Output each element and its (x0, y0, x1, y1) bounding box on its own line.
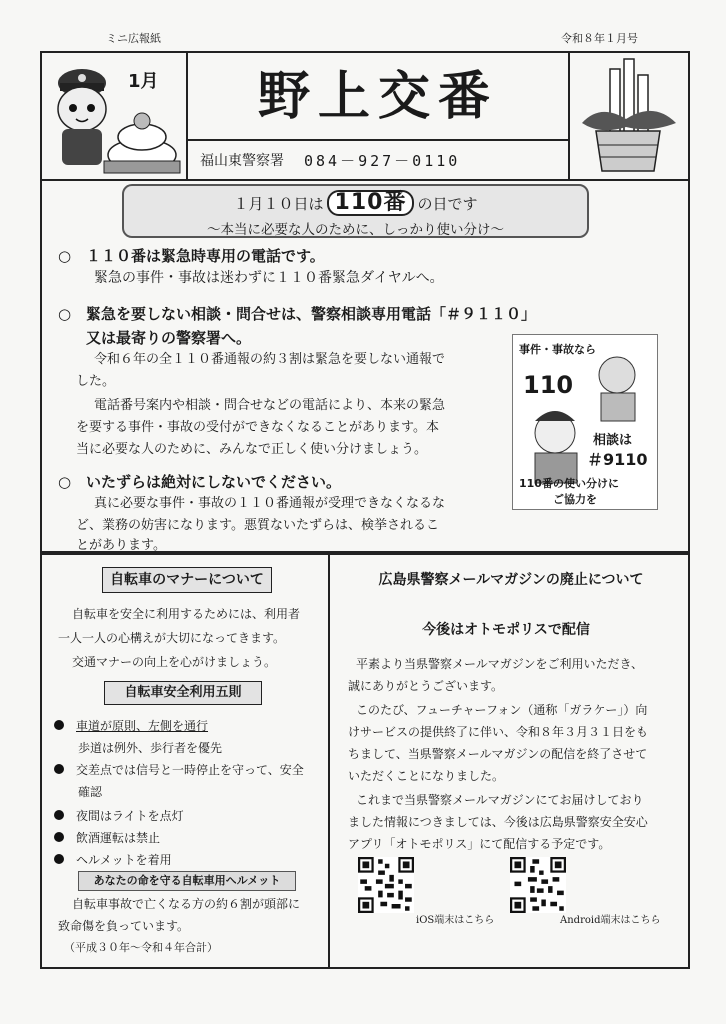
ios-qr-code-icon[interactable] (358, 857, 414, 913)
station-phone: 084－927－0110 (304, 151, 461, 170)
page-title: 野上交番 (257, 66, 498, 127)
mail-text-line: このたび、フューチャーフォン（通称「ガラケー」）向 (356, 703, 648, 717)
main-section (40, 179, 690, 553)
rule-item: 交差点では信号と一時停止を守って、安全 (54, 759, 304, 781)
android-qr-label: Android端末はこちら (560, 915, 661, 926)
item-2-heading: ○ 緊急を要しない相談・問合せは、警察相談専用電話「＃９１１０」 (58, 305, 537, 323)
circle-bullet-icon: ○ (58, 247, 72, 265)
item-2-heading-line2: 又は最寄りの警察署へ。 (86, 329, 252, 347)
station-name: 福山東警察署 (200, 153, 284, 169)
item-3-heading: ○ いたずらは絶対にしないでください。 (58, 473, 342, 491)
ios-qr-label: iOS端末はこちら (416, 915, 495, 926)
mascot-illustration (42, 53, 188, 179)
bullet-dot-icon (54, 720, 64, 730)
banner-line1-pre: １月１０日は (233, 194, 324, 213)
title-area (188, 53, 568, 141)
station-row (188, 141, 568, 179)
mail-text-line: これまで当県警察メールマガジンにてお届けしており (356, 793, 644, 807)
bike-intro-line: 一人一人の心構えが大切になってきます。 (58, 631, 286, 645)
bottom-section (40, 553, 690, 969)
column-divider (328, 555, 330, 967)
rule-item: 飲酒運転は禁止 (54, 827, 160, 849)
item-2-text-line: 当に必要な人のために、みんなで正しく使い分けましょう。 (76, 442, 428, 457)
bike-intro-line: 自転車を安全に利用するためには、利用者 (72, 607, 301, 621)
mail-text-line: ちまして、当県警察メールマガジンの配信を終了させて (348, 747, 648, 761)
kadomatsu-illustration (568, 53, 688, 179)
mail-section-title: 広島県警察メールマガジンの廃止について (378, 572, 644, 588)
item-2-text-line: を要する事件・事故の受付ができなくなることがあります。本 (76, 420, 439, 435)
circle-bullet-icon: ○ (58, 305, 72, 323)
110-illustration (512, 334, 658, 510)
helmet-note: （平成３０年～令和４年合計） (64, 941, 218, 954)
rule-item: 夜間はライトを点灯 (54, 805, 184, 827)
mail-text-line: アプリ「オトモポリス」にて配信する予定です。 (348, 837, 611, 851)
circle-bullet-icon: ○ (58, 473, 72, 491)
bullet-dot-icon (54, 764, 64, 774)
month-badge: 1月 (128, 71, 159, 92)
banner-subtitle: ～本当に必要な人のために、しっかり使い分け～ (207, 222, 504, 238)
item-2-text-line: した。 (76, 374, 116, 389)
mail-text-line: けサービスの提供終了に伴い、令和８年３月３１日をも (348, 725, 649, 739)
helmet-banner: あなたの命を守る自転車用ヘルメット (78, 871, 296, 891)
illust-text-top: 事件・事故なら (519, 343, 596, 356)
banner-110-badge: 110番 (327, 190, 415, 216)
illust-text-bottom2: ご協力を (553, 493, 597, 506)
mail-text-line: 平素より当県警察メールマガジンをご利用いただき、 (356, 657, 643, 671)
item-3-text-line: とがあります。 (76, 538, 166, 553)
110-day-banner (122, 184, 589, 238)
bullet-dot-icon (54, 854, 64, 864)
item-2-text-line: 令和６年の全１１０番通報の約３割は緊急を要しない通報で (94, 352, 446, 367)
illust-text-9110: ＃9110 (587, 450, 648, 469)
mini-newsletter-label: ミニ広報紙 (106, 32, 161, 45)
illust-text-bottom1: 110番の使い分けに (519, 477, 619, 490)
illust-text-110: 110 (523, 371, 574, 399)
mail-text-line: ました情報につきましては、今後は広島県警察安全安心 (348, 815, 648, 829)
rule-sub-text: 確認 (78, 785, 103, 799)
issue-date: 令和８年１月号 (561, 32, 638, 45)
rule-item: 車道が原則、左側を通行 (54, 715, 208, 737)
bullet-dot-icon (54, 832, 64, 842)
bike-intro-line: 交通マナーの向上を心がけましょう。 (72, 655, 277, 669)
rule-sub-text: 歩道は例外、歩行者を優先 (78, 741, 223, 755)
bicycle-section-title: 自転車のマナーについて (102, 567, 272, 593)
android-qr-code-icon[interactable] (510, 857, 566, 913)
rule-item: ヘルメットを着用 (54, 849, 172, 871)
bicycle-manners-column (48, 555, 324, 967)
item-2-text-line: 電話番号案内や相談・問合せなどの電話により、本来の緊急 (94, 398, 446, 413)
mail-magazine-column (334, 555, 688, 967)
header (40, 51, 690, 181)
item-3-text-line: 真に必要な事件・事故の１１０番通報が受理できなくなるな (94, 496, 446, 511)
item-1-heading: ○ １１０番は緊急時専用の電話です。 (58, 247, 325, 265)
bullet-dot-icon (54, 810, 64, 820)
item-1-text: 緊急の事件・事故は迷わずに１１０番緊急ダイヤルへ。 (94, 270, 444, 286)
five-rules-title: 自転車安全利用五則 (104, 681, 262, 705)
item-3-text-line: ど、業務の妨害になります。悪質ないたずらは、検挙されるこ (76, 518, 439, 533)
mail-text-line: 誠にありがとうございます。 (348, 679, 504, 693)
helmet-text-line: 致命傷を負っています。 (58, 919, 190, 933)
banner-line1-post: の日です (417, 194, 478, 213)
mail-section-subtitle: 今後はオトモポリスで配信 (422, 622, 590, 638)
mail-text-line: いただくことになりました。 (348, 769, 505, 783)
helmet-text-line: 自転車事故で亡くなる方の約６割が頭部に (72, 897, 301, 911)
illust-text-soudan: 相談は (593, 433, 633, 448)
